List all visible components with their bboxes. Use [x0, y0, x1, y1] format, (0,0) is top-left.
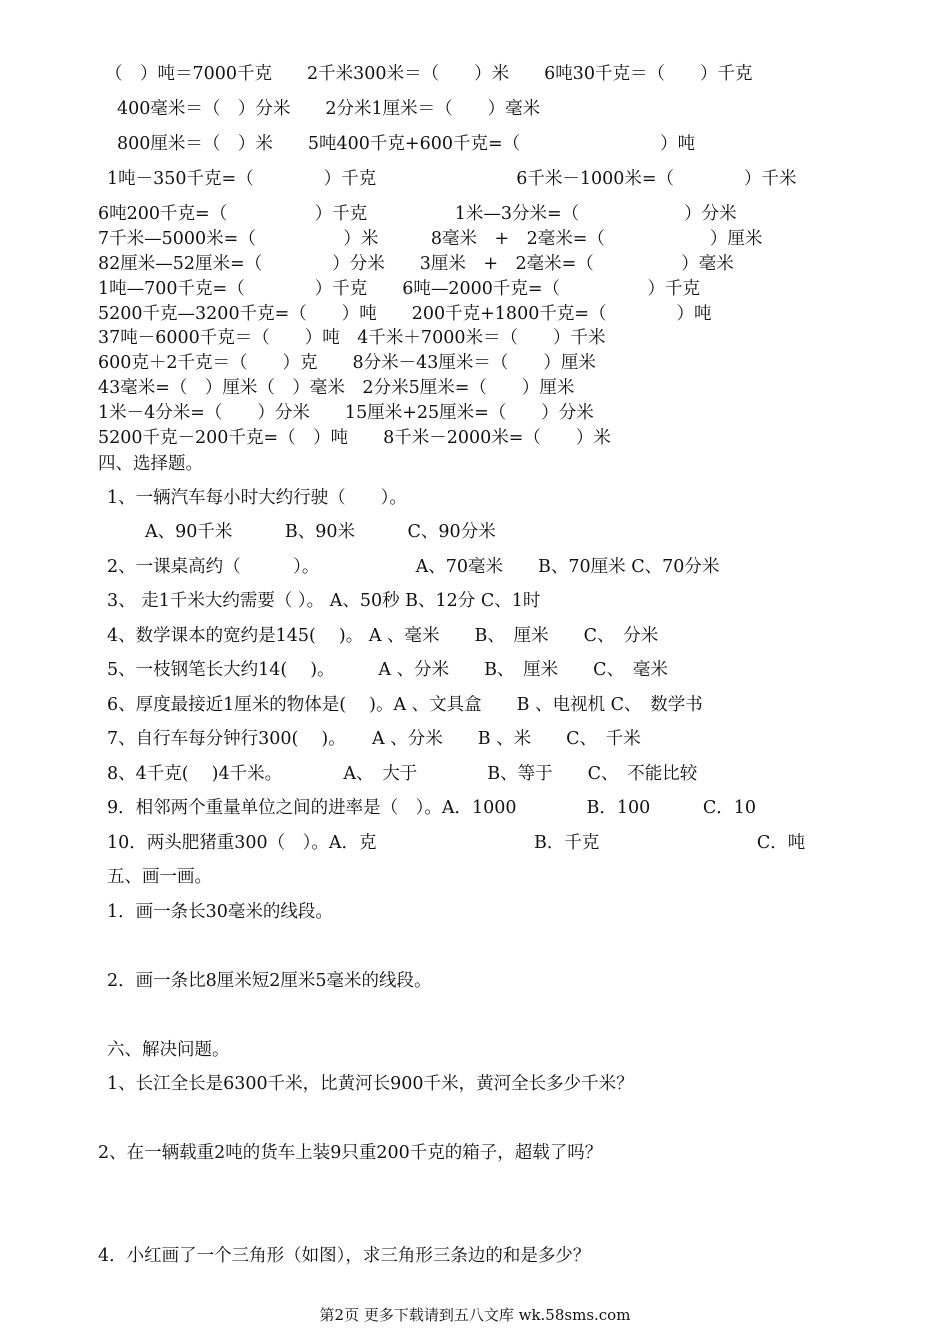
conversion-line: 43毫米=（ ）厘米（ ）毫米 2分米5厘米=（ ）厘米 — [98, 378, 575, 398]
conversion-line: 800厘米＝（ ）米 5吨400千克+600千克=（ ）吨 — [117, 134, 696, 154]
question: 1．画一条长30毫米的线段。 — [107, 902, 333, 922]
conversion-line: （ ）吨＝7000千克 2千米300米＝（ ）米 6吨30千克＝（ ）千克 — [105, 64, 753, 84]
conversion-line: 5200千克—3200千克=（ ）吨 200千克+1800千克=（ ）吨 — [98, 304, 712, 324]
conversion-line: 37吨－6000千克＝（ ）吨 4千米＋7000米＝（ ）千米 — [98, 328, 606, 348]
conversion-line: 600克＋2千克＝（ ）克 8分米－43厘米＝（ ）厘米 — [98, 353, 596, 373]
question: 4．小红画了一个三角形（如图），求三角形三条边的和是多少？ — [98, 1246, 591, 1266]
question: 3、 走1千米大约需要（ ）。 A、50秒 B、12分 C、1时 — [107, 591, 541, 611]
conversion-line: 82厘米—52厘米=（ ）分米 3厘米 + 2毫米=（ ）毫米 — [98, 254, 734, 274]
question: 9．相邻两个重量单位之间的进率是（ ）。A．1000 B．100 C．10 — [107, 798, 756, 818]
page-footer: 第2页 更多下载请到五八文库 wk.58sms.com — [319, 1306, 631, 1324]
conversion-line: 1吨—700千克=（ ）千克 6吨—2000千克=（ ）千克 — [98, 279, 701, 299]
conversion-line: 7千米—5000米=（ ）米 8毫米 + 2毫米=（ ）厘米 — [98, 229, 763, 249]
question: 2、一课桌高约（ ）。 A、70毫米 B、70厘米 C、70分米 — [107, 557, 720, 577]
section-title: 六、解决问题。 — [107, 1040, 230, 1060]
question: 10．两头肥猪重300（ ）。A．克 B．千克 C．吨 — [107, 833, 806, 853]
question-options: A、90千米 B、90米 C、90分米 — [145, 522, 496, 542]
conversion-line: 1吨－350千克=（ ）千克 6千米－1000米=（ ）千米 — [107, 169, 797, 189]
conversion-line: 6吨200千克=（ ）千克 1米—3分米=（ ）分米 — [98, 204, 737, 224]
conversion-line: 1米－4分米=（ ）分米 15厘米+25厘米=（ ）分米 — [98, 403, 594, 423]
question: 1、长江全长是6300千米，比黄河长900千米，黄河全长多少千米？ — [107, 1074, 634, 1094]
question: 8、4千克( )4千米。 A、 大于 B、等于 C、 不能比较 — [107, 764, 698, 784]
question: 2．画一条比8厘米短2厘米5毫米的线段。 — [107, 971, 432, 991]
question: 1、一辆汽车每小时大约行驶（ ）。 — [107, 488, 407, 508]
question: 5、一枝钢笔长大约14( )。 A 、分米 B、 厘米 C、 毫米 — [107, 660, 668, 680]
question: 7、自行车每分钟行300( )。 A 、分米 B 、米 C、 千米 — [107, 729, 641, 749]
conversion-line: 5200千克－200千克=（ ）吨 8千米－2000米=（ ）米 — [98, 428, 611, 448]
conversion-line: 400毫米＝（ ）分米 2分米1厘米＝（ ）毫米 — [117, 99, 541, 119]
question: 4、数学课本的宽约是145( )。 A 、毫米 B、 厘米 C、 分米 — [107, 626, 659, 646]
section-title: 四、选择题。 — [98, 454, 203, 474]
question: 2、在一辆载重2吨的货车上装9只重200千克的箱子，超载了吗？ — [98, 1143, 603, 1163]
question: 6、厚度最接近1厘米的物体是( )。A 、文具盒 B 、电视机 C、 数学书 — [107, 695, 703, 715]
section-title: 五、画一画。 — [107, 867, 212, 887]
